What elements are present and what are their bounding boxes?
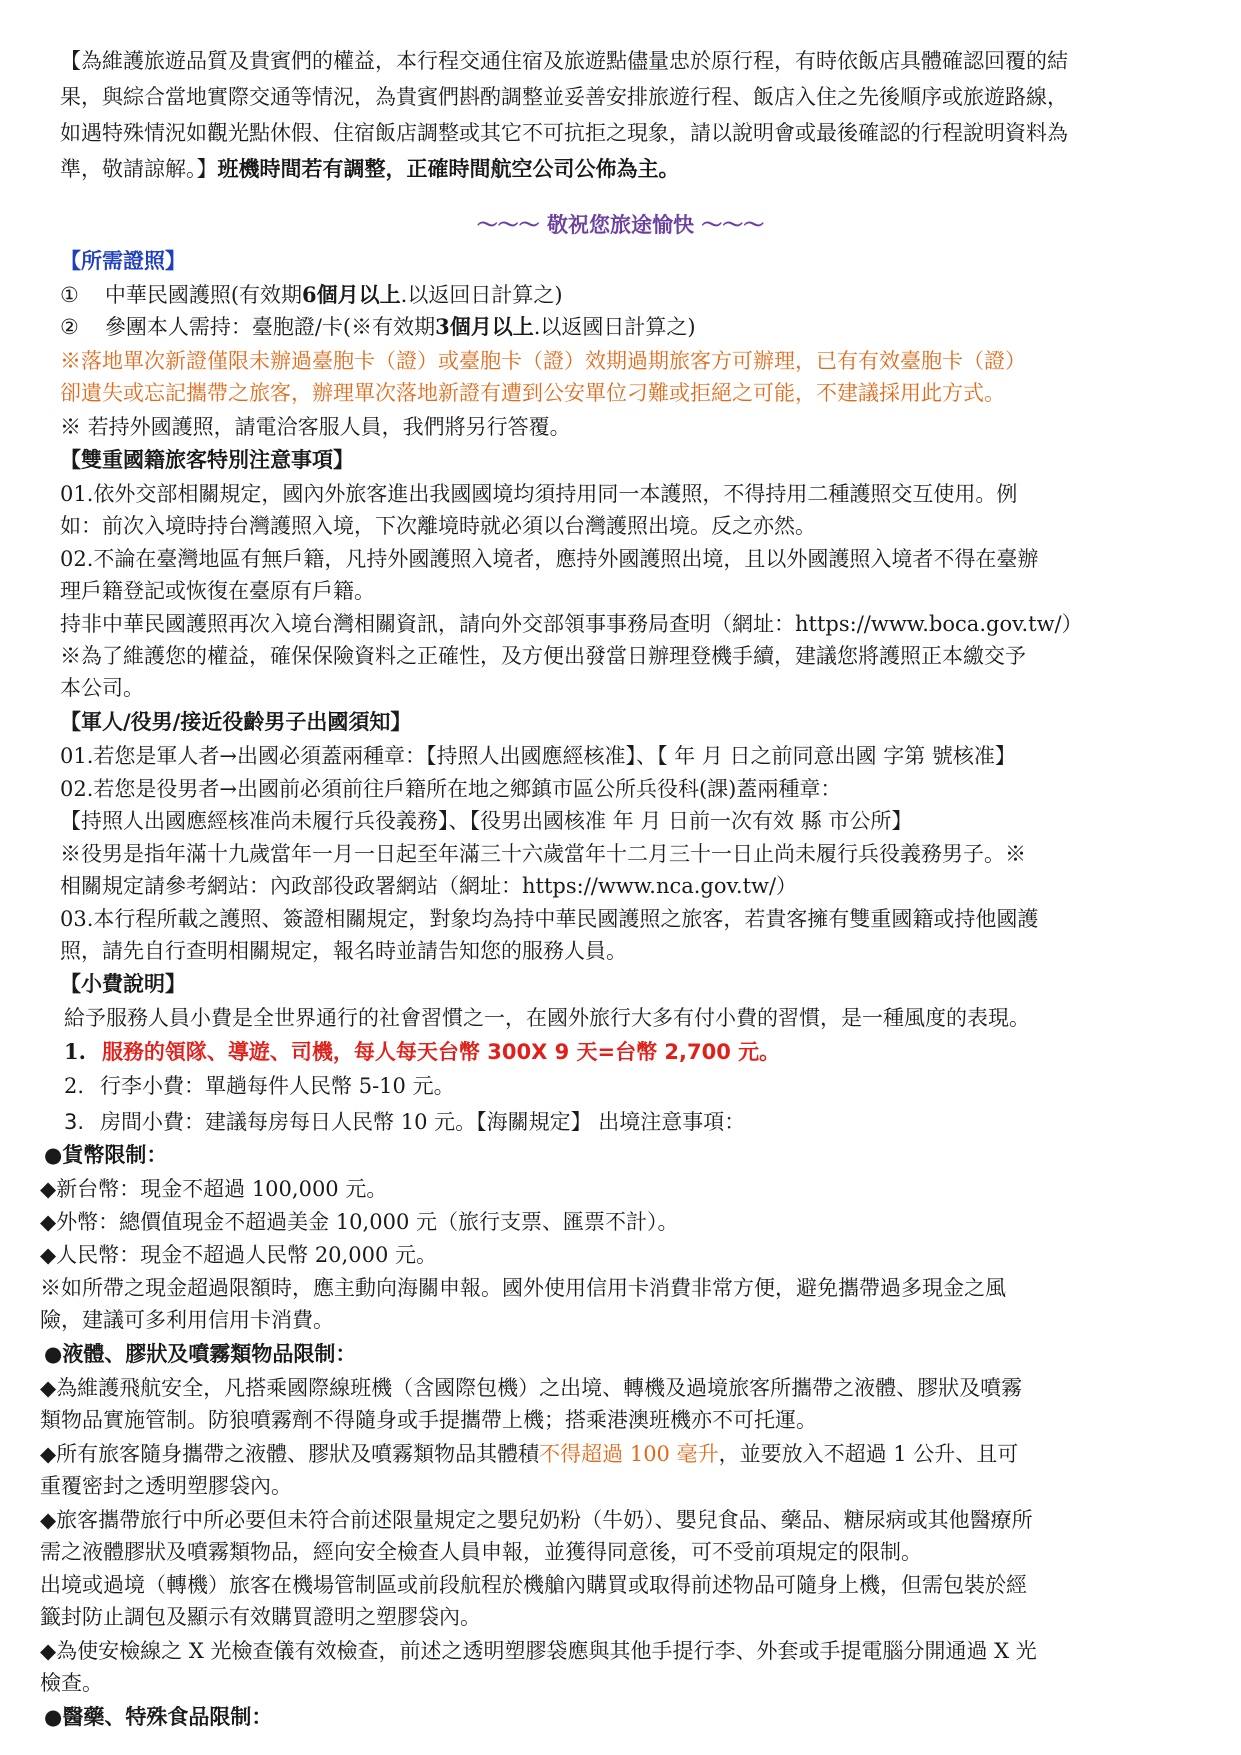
medicine-heading: ●醫藥、特殊食品限制： [44, 1705, 273, 1729]
currency-note-line-1: ※如所帶之現金超過限額時，應主動向海關申報。國外使用信用卡消費非常方便，避免攜帶過多現金之風 [40, 1276, 1006, 1300]
currency-foreign: ◆外幣：總價值現金不超過美金 10,000 元（旅行支票、匯票不計）。 [40, 1210, 679, 1234]
dual-p4-line-1: ※為了維護您的權益，確保保險資料之正確性，及方便出發當日辦理登機手續，建議您將護照正本繳交予 [60, 644, 1026, 668]
documents-item-1 [60, 280, 563, 310]
dual-p2-line-2: 理戶籍登記或恢復在臺原有戶籍。 [60, 579, 375, 603]
intro-line-2: 果，與綜合當地實際交通等情況，為貴賓們斟酌調整並妥善安排旅遊行程、飯店入住之先後順序或旅遊路線， [60, 85, 1068, 109]
military-p2: 02.若您是役男者→出國前必須前往戶籍所在地之鄉鎮市區公所兵役科(課)蓋兩種章： [60, 777, 842, 801]
tips-item-1 [64, 1037, 780, 1067]
liquids-l2-text-a: ◆所有旅客隨身攜帶之液體、膠狀及噴霧類物品其體積 [40, 1442, 540, 1466]
liquids-l2-text-c: ，並要放入不超過 1 公升、且可 [718, 1442, 1019, 1466]
military-p4-line-2: 相關規定請參考網站：內政部役政署網站（網址：https://www.nca.gov.tw/） [60, 874, 798, 898]
documents-foreign-note: ※ 若持外國護照，請電洽客服人員，我們將另行答覆。 [60, 415, 571, 439]
liquids-l5-line-2: 檢查。 [40, 1671, 103, 1695]
tips-heading: 【小費說明】 [60, 972, 186, 996]
military-heading: 【軍人/役男/接近役齡男子出國須知】 [60, 710, 412, 734]
documents-item-2 [60, 312, 696, 342]
tips-item-2-text: 行李小費：單趟每件人民幣 5-10 元。 [100, 1074, 455, 1098]
tips-intro: 給予服務人員小費是全世界通行的社會習慣之一，在國外旅行大多有付小費的習慣，是一種風度的表現。 [64, 1006, 1030, 1030]
liquids-limit-highlight: 不得超過 100 毫升 [539, 1442, 719, 1466]
tips-item-2 [64, 1071, 455, 1101]
liquids-l1-line-1: ◆為維護飛航安全，凡搭乘國際線班機（含國際包機）之出境、轉機及過境旅客所攜帶之液體、膠狀及噴霧 [40, 1376, 1023, 1400]
flight-notice: 班機時間若有調整，正確時間航空公司公佈為主。 [217, 156, 680, 181]
tips-item-1-number: 1. [64, 1039, 86, 1064]
currency-heading: ●貨幣限制： [44, 1143, 168, 1167]
item-1-text-b: 6個月以上 [302, 282, 401, 307]
documents-heading: 【所需證照】 [60, 249, 186, 273]
intro-line-1: 【為維護旅遊品質及貴賓們的權益，本行程交通住宿及旅遊點儘量忠於原行程，有時依飯店具體確認回覆的結 [60, 49, 1068, 73]
liquids-l4-line-1: 出境或過境（轉機）旅客在機場管制區或前段航程於機艙內購買或取得前述物品可隨身上機，但需包裝於經 [40, 1573, 1027, 1597]
dual-p1-line-1: 01.依外交部相關規定，國內外旅客進出我國國境均須持用同一本護照，不得持用二種護照交互使用。例 [60, 482, 1018, 506]
dual-boca-line: 持非中華民國護照再次入境台灣相關資訊，請向外交部領事事務局查明（網址：https://www.boca.gov.tw/） [60, 612, 1083, 636]
liquids-heading: ●液體、膠狀及噴霧類物品限制： [44, 1342, 357, 1366]
item-1-number: ① [60, 283, 79, 307]
liquids-l2-line-2: 重覆密封之透明塑膠袋內。 [40, 1474, 292, 1498]
military-p4-line-1: ※役男是指年滿十九歲當年一月一日起至年滿三十六歲當年十二月三十一日止尚未履行兵役義務男子。※ [60, 842, 1026, 866]
liquids-l3-line-1: ◆旅客攜帶旅行中所必要但未符合前述限量規定之嬰兒奶粉（牛奶）、嬰兒食品、藥品、糖尿病或其他醫療所 [40, 1508, 1033, 1532]
documents-warning-2: 卻遺失或忘記攜帶之旅客，辦理單次落地新證有遭到公安單位刁難或拒絕之可能，不建議採用此方式。 [60, 381, 1005, 405]
liquids-l4-line-2: 籤封防止調包及顯示有效購買證明之塑膠袋內。 [40, 1605, 481, 1629]
item-2-number: ② [60, 315, 79, 339]
documents-warning-1: ※落地單次新證僅限未辦過臺胞卡（證）或臺胞卡（證）效期過期旅客方可辦理，已有有效臺胞卡（證） [60, 349, 1026, 373]
greeting-banner: ～～～ 敬祝您旅途愉快 ～～～ [476, 213, 765, 237]
liquids-l1-line-2: 類物品實施管制。防狼噴霧劑不得隨身或手提攜帶上機；搭乘港澳班機亦不可托運。 [40, 1408, 817, 1432]
dual-p1-line-2: 如：前次入境時持台灣護照入境，下次離境時就必須以台灣護照出境。反之亦然。 [60, 514, 816, 538]
currency-rmb: ◆人民幣：現金不超過人民幣 20,000 元。 [40, 1243, 437, 1267]
item-1-text-c: .以返回日計算之) [400, 283, 563, 307]
military-p5-line-1: 03.本行程所載之護照、簽證相關規定，對象均為持中華民國護照之旅客，若貴客擁有雙重國籍或持他國護 [60, 907, 1039, 931]
dual-p2-line-1: 02.不論在臺灣地區有無戶籍，凡持外國護照入境者，應持外國護照出境，且以外國護照入境者不得在臺辦 [60, 547, 1039, 571]
dual-p4-line-2: 本公司。 [60, 676, 144, 700]
military-p5-line-2: 照，請先自行查明相關規定，報名時並請告知您的服務人員。 [60, 939, 627, 963]
tips-item-3 [64, 1107, 745, 1137]
dual-heading: 【雙重國籍旅客特別注意事項】 [60, 448, 354, 472]
liquids-l2-line-1 [40, 1439, 1018, 1469]
item-2-text-b: 3個月以上 [435, 314, 534, 339]
item-1-text-a: 中華民國護照(有效期 [104, 283, 303, 307]
military-p1: 01.若您是軍人者→出國必須蓋兩種章：【持照人出國應經核准】、【 年 月 日之前同意出國 字第 號核准】 [60, 744, 1016, 768]
tips-item-2-number: 2. [64, 1074, 85, 1098]
military-p3: 【持照人出國應經核准尚未履行兵役義務】、【役男出國核准 年 月 日前一次有效 縣 市公所】 [60, 809, 913, 833]
tips-item-3-number: 3. [64, 1110, 85, 1134]
item-2-text-a: 參團本人需持：臺胞證/卡(※有效期 [104, 315, 436, 339]
intro-line-3: 如遇特殊情況如觀光點休假、住宿飯店調整或其它不可抗拒之現象，請以說明會或最後確認的行程說明資料為 [60, 121, 1068, 145]
currency-twd: ◆新台幣：現金不超過 100,000 元。 [40, 1177, 388, 1201]
liquids-l3-line-2: 需之液體膠狀及噴霧類物品，經向安全檢查人員申報，並獲得同意後，可不受前項規定的限制。 [40, 1540, 922, 1564]
intro-line-4-text: 準，敬請諒解。】 [60, 157, 218, 181]
tips-item-1-text: 服務的領隊、導遊、司機，每人每天台幣 300X 9 天=台幣 2,700 元。 [101, 1040, 781, 1064]
intro-line-4 [60, 154, 680, 184]
liquids-l5-line-1: ◆為使安檢線之 X 光檢查儀有效檢查，前述之透明塑膠袋應與其他手提行李、外套或手提電腦分開通過 X 光 [40, 1639, 1037, 1663]
tips-item-3-text: 房間小費：建議每房每日人民幣 10 元。【海關規定】 出境注意事項： [100, 1110, 746, 1134]
currency-note-line-2: 險，建議可多利用信用卡消費。 [40, 1308, 334, 1332]
item-2-text-c: .以返國日計算之) [533, 315, 696, 339]
